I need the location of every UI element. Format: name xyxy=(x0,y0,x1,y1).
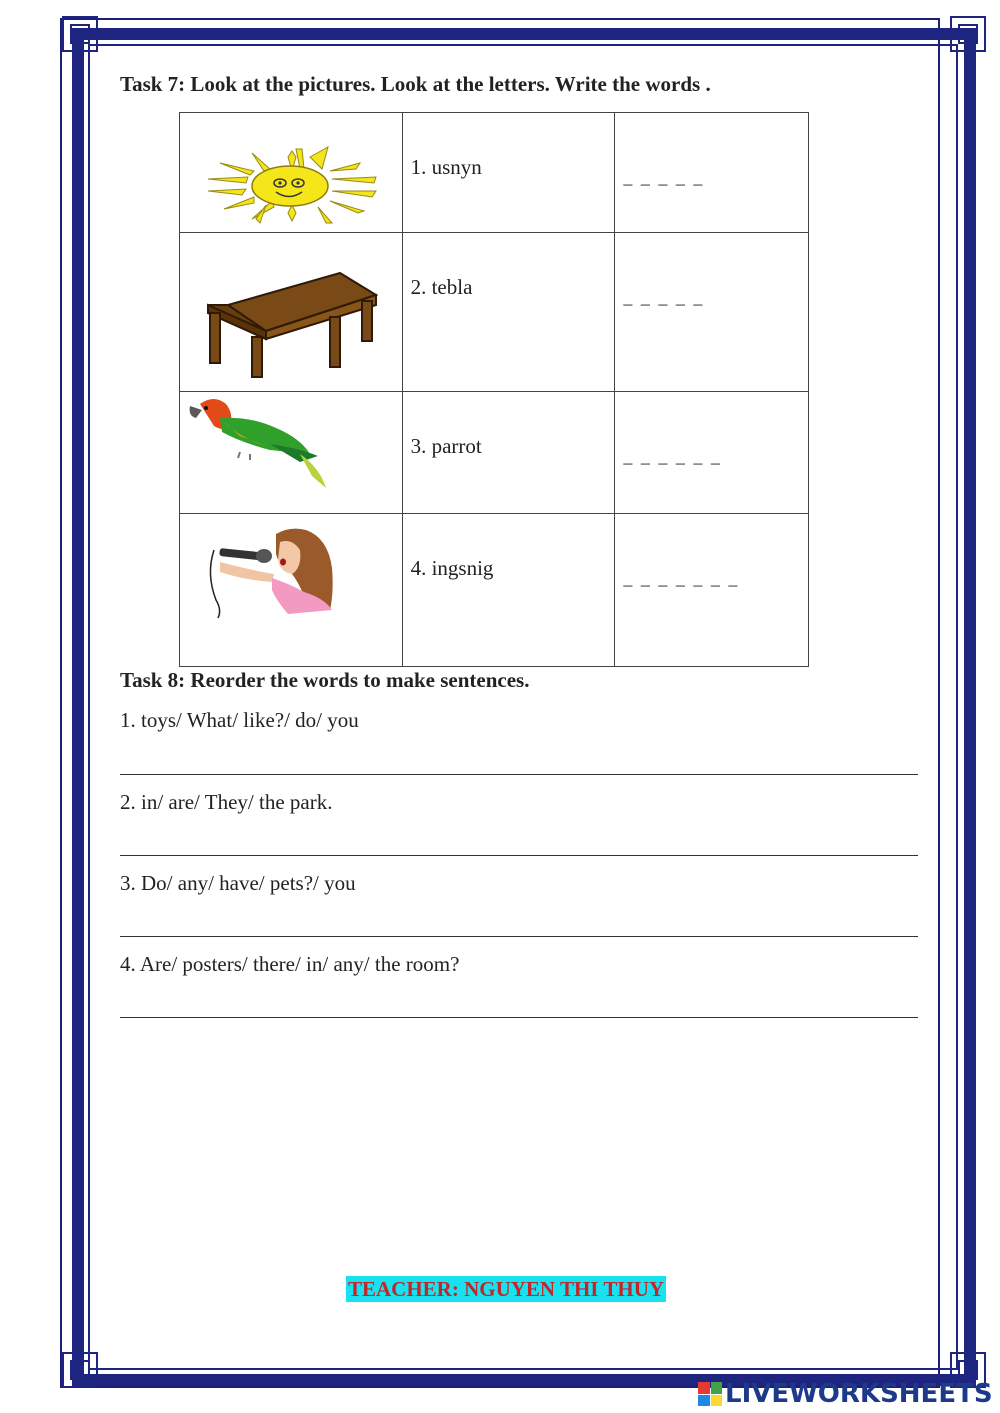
reorder-item-1: 1. toys/ What/ like?/ do/ you xyxy=(120,708,359,732)
answer-blank[interactable]: _ _ _ _ _ xyxy=(623,167,705,187)
table-row xyxy=(180,113,809,233)
scrambled-word-cell xyxy=(402,233,615,392)
picture-cell xyxy=(180,233,403,392)
scrambled-word-cell xyxy=(402,113,615,233)
scrambled-word-cell xyxy=(402,392,615,514)
reorder-item-3: 3. Do/ any/ have/ pets?/ you xyxy=(120,871,356,895)
table-row xyxy=(180,233,809,392)
frame-corner-top-right xyxy=(950,16,986,52)
answer-blank[interactable]: _ _ _ _ _ _ xyxy=(623,446,722,466)
answer-line-3[interactable] xyxy=(120,936,918,937)
scrambled-word: 3. parrot xyxy=(410,434,482,458)
answer-cell[interactable] xyxy=(615,233,809,392)
answer-cell[interactable] xyxy=(615,113,809,233)
table-icon xyxy=(180,233,400,389)
parrot-icon xyxy=(180,392,400,512)
singing-girl-icon xyxy=(180,514,400,664)
reorder-item-2: 2. in/ are/ They/ the park. xyxy=(120,790,333,814)
answer-line-4[interactable] xyxy=(120,1017,918,1018)
answer-line-1[interactable] xyxy=(120,774,918,775)
picture-cell xyxy=(180,514,403,667)
liveworksheets-badge-icon xyxy=(698,1382,722,1406)
picture-cell xyxy=(180,113,403,233)
answer-cell[interactable] xyxy=(615,392,809,514)
picture-cell xyxy=(180,392,403,514)
answer-line-2[interactable] xyxy=(120,855,918,856)
scrambled-word: 2. tebla xyxy=(410,275,473,299)
scrambled-word: 4. ingsnig xyxy=(410,556,494,580)
sun-icon xyxy=(180,113,400,231)
answer-cell[interactable] xyxy=(615,514,809,667)
frame-corner-top-left xyxy=(62,16,98,52)
task7-table xyxy=(179,112,809,667)
table-row xyxy=(180,392,809,514)
scrambled-word-cell xyxy=(402,514,615,667)
frame-corner-bottom-left xyxy=(62,1352,98,1388)
scrambled-word: 1. usnyn xyxy=(410,155,482,179)
task8-title: Task 8: Reorder the words to make sentences. xyxy=(120,668,530,692)
task7-title: Task 7: Look at the pictures. Look at the letters. Write the words . xyxy=(120,72,711,96)
teacher-credit: TEACHER: NGUYEN THI THUY xyxy=(348,1277,665,1301)
reorder-item-4: 4. Are/ posters/ there/ in/ any/ the room? xyxy=(120,952,460,976)
answer-blank[interactable]: _ _ _ _ _ _ _ xyxy=(623,568,740,588)
answer-blank[interactable]: _ _ _ _ _ xyxy=(623,287,705,307)
table-row xyxy=(180,514,809,667)
liveworksheets-logo[interactable] xyxy=(698,1378,993,1410)
liveworksheets-wordmark: LIVEWORKSHEETS xyxy=(725,1379,993,1409)
